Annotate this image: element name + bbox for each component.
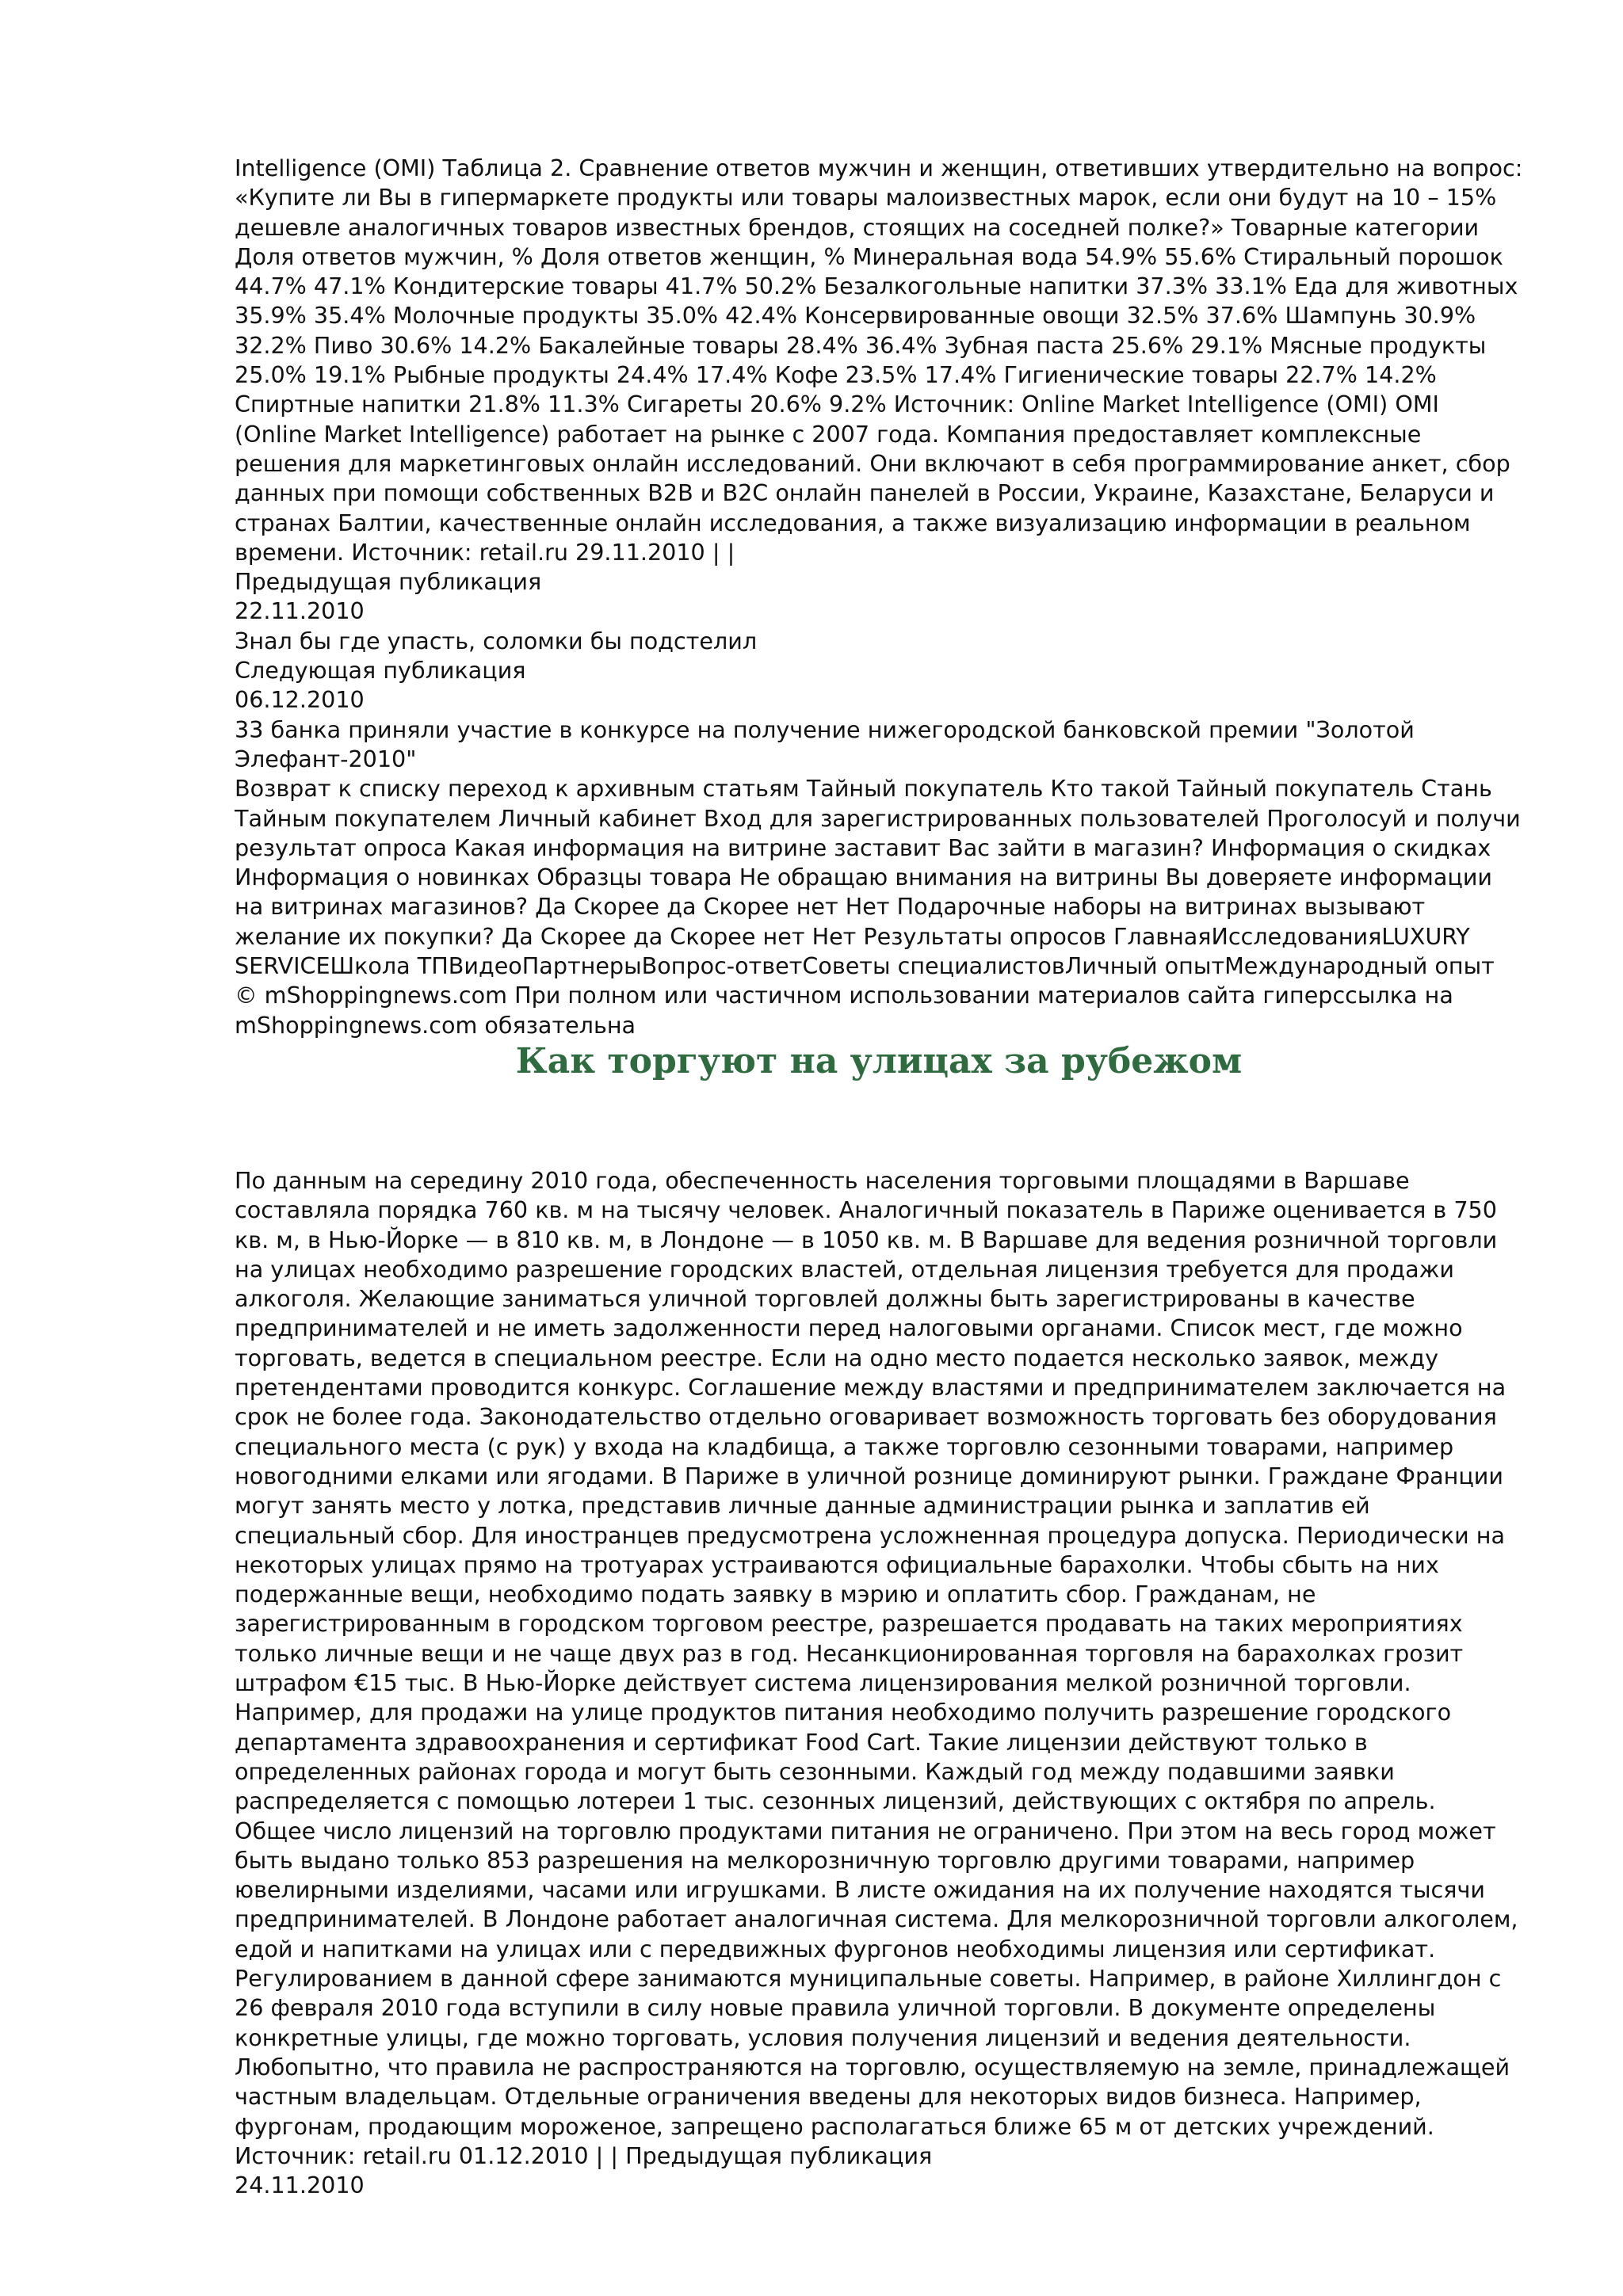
- site-footer-text: Возврат к списку переход к архивным статьям Тайный покупатель Кто такой Тайный покупатель Стань Тайным покупателем Личный кабинет Вход для зарегистрированных пользователей Проголосуй и получи результат опроса Какая информация на витрине заставит Вас зайти в магазин? Информация о скидках Информация о новинках Образцы товара Не обращаю внимания на витрины Вы доверяете информации на витринах магазинов? Да Скорее да Скорее нет Нет Подарочные наборы на витринах вызывают желание их покупки? Да Скорее да Скорее нет Нет Результаты опросов ГлавнаяИсследованияLUXURY SERVICEШкола ТПВидеоПартнерыВопрос-ответСоветы специалистовЛичный опытМеждународный опыт © mShoppingnews.com При полном или частичном использовании материалов сайта гиперссылка на mShoppingnews.com обязательна: [235, 775, 1521, 1039]
- next-publication-date: 06.12.2010: [235, 686, 365, 714]
- article-section: [235, 1166, 1523, 2200]
- article-title: Как торгуют на улицах за рубежом: [515, 1041, 1243, 1081]
- previous-publication-label[interactable]: Предыдущая публикация: [235, 568, 542, 596]
- article-body-text: По данным на середину 2010 года, обеспеченность населения торговыми площадями в Варшаве составляла порядка 760 кв. м на тысячу человек. Аналогичный показатель в Париже оценивается в 750 кв. м, в Нью-Йорке — в 810 кв. м, в Лондоне — в 1050 кв. м. В Варшаве для ведения розничной торговли на улицах необходимо разрешение городских властей, отдельная лицензия требуется для продажи алкоголя. Желающие заниматься уличной торговлей должны быть зарегистрированы в качестве предпринимателей и не иметь задолженности перед налоговыми органами. Список мест, где можно торговать, ведется в специальном реестре. Если на одно место подается несколько заявок, между претендентами проводится конкурс. Соглашение между властями и предпринимателем заключается на срок не более года. Законодательство отдельно оговаривает возможность торговать без оборудования специального места (с рук) у входа на кладбища, а также торговлю сезонными товарами, например новогодними елками или ягодами. В Париже в уличной рознице доминируют рынки. Граждане Франции могут занять место у лотка, представив личные данные администрации рынка и заплатив ей специальный сбор. Для иностранцев предусмотрена усложненная процедура допуска. Периодически на некоторых улицах прямо на тротуарах устраиваются официальные барахолки. Чтобы сбыть на них подержанные вещи, необходимо подать заявку в мэрию и оплатить сбор. Гражданам, не зарегистрированным в городском торговом реестре, разрешается продавать на таких мероприятиях только личные вещи и не чаще двух раз в год. Несанкционированная торговля на барахолках грозит штрафом €15 тыс. В Нью-Йорке действует система лицензирования мелкой розничной торговли. Например, для продажи на улице продуктов питания необходимо получить разрешение городского департамента здравоохранения и сертификат Food Cart. Такие лицензии действуют только в определенных районах города и могут быть сезонными. Каждый год между подавшими заявки распределяется с помощью лотереи 1 тыс. сезонных лицензий, действующих с октября по апрель. Общее число лицензий на торговлю продуктами питания не ограничено. При этом на весь город может быть выдано только 853 разрешения на мелкорозничную торговлю другими товарами, например ювелирными изделиями, часами или игрушками. В листе ожидания на их получение находятся тысячи предпринимателей. В Лондоне работает аналогичная система. Для мелкорозничной торговли алкоголем, едой и напитками на улицах или с передвижных фургонов необходимы лицензия или сертификат. Регулированием в данной сфере занимаются муниципальные советы. Например, в районе Хиллингдон с 26 февраля 2010 года вступили в силу новые правила уличной торговли. В документе определены конкретные улицы, где можно торговать, условия получения лицензий и ведения деятельности. Любопытно, что правила не распространяются на торговлю, осуществляемую на земле, принадлежащей частным владельцам. Отдельные ограничения введены для некоторых видов бизнеса. Например, фургонам, продающим мороженое, запрещено располагаться ближе 65 м от детских учреждений. Источник: retail.ru 01.12.2010 | | Предыдущая публикация: [235, 1167, 1518, 2169]
- previous-publication-date: 22.11.2010: [235, 597, 365, 625]
- article-body-text: Intelligence (OMI) Таблица 2. Сравнение ответов мужчин и женщин, ответивших утвердительно на вопрос: «Купите ли Вы в гипермаркете продукты или товары малоизвестных марок, если они будут на 10 – 15% дешевле аналогичных товаров известных брендов, стоящих на соседней полке?» Товарные категории Доля ответов мужчин, % Доля ответов женщин, % Минеральная вода 54.9% 55.6% Стиральный порошок 44.7% 47.1% Кондитерские товары 41.7% 50.2% Безалкогольные напитки 37.3% 33.1% Еда для животных 35.9% 35.4% Молочные продукты 35.0% 42.4% Консервированные овощи 32.5% 37.6% Шампунь 30.9% 32.2% Пиво 30.6% 14.2% Бакалейные товары 28.4% 36.4% Зубная паста 25.6% 29.1% Мясные продукты 25.0% 19.1% Рыбные продукты 24.4% 17.4% Кофе 23.5% 17.4% Гигиенические товары 22.7% 14.2% Спиртные напитки 21.8% 11.3% Сигареты 20.6% 9.2% Источник: Online Market Intelligence (OMI) OMI (Online Market Intelligence) работает на рынке с 2007 года. Компания предоставляет комплексные решения для маркетинговых онлайн исследований. Они включают в себя программирование анкет, сбор данных при помощи собственных B2B и B2C онлайн панелей в России, Украине, Казахстане, Беларуси и странах Балтии, качественные онлайн исследования, а также визуализацию информации в реальном времени. Источник: retail.ru 29.11.2010 | |: [235, 154, 1523, 566]
- previous-publication-title[interactable]: Знал бы где упасть, соломки бы подстелил: [235, 627, 758, 654]
- next-publication-title[interactable]: 33 банка приняли участие в конкурсе на получение нижегородской банковской премии "Золотой Элефант-2010": [235, 715, 1415, 772]
- article-continuation: [235, 154, 1523, 1040]
- next-publication-label[interactable]: Следующая публикация: [235, 657, 526, 685]
- previous-publication-date: 24.11.2010: [235, 2172, 365, 2199]
